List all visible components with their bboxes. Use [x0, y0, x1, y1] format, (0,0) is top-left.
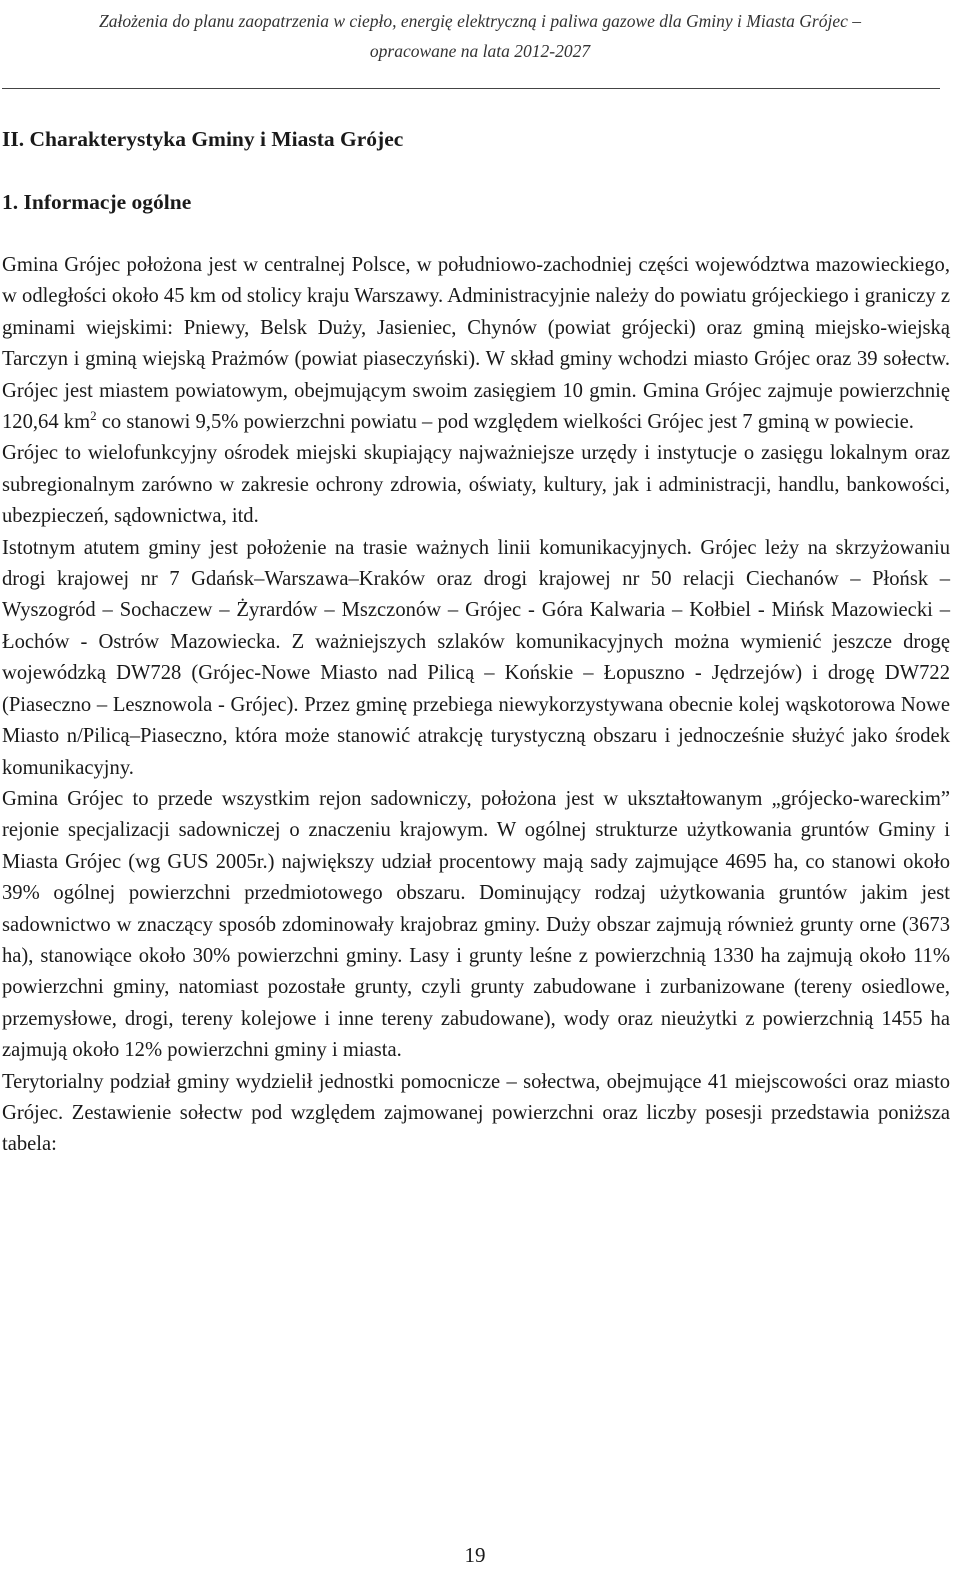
paragraph-location-text-end: co stanowi 9,5% powierzchni powiatu – pod względem wielkości Grójec jest 7 gminą w powiecie.: [96, 411, 914, 434]
paragraph-land-use: Gmina Grójec to przede wszystkim rejon sadowniczy, położona jest w ukształtowanym „grójecko-wareckim” rejonie specjalizacji sadowniczej o znaczeniu krajowym. W ogólnej strukturze użytkowania gruntów Gminy i Miasta Grójec (wg GUS 2005r.) największy udział procentowy mają sady zajmujące 4695 ha, co stanowi około 39% ogólnej powierzchni przedmiotowego obszaru. Dominujący rodzaj użytkowania gruntów jakim jest sadownictwo w znaczący sposób zdominowały krajobraz gminy. Duży obszar zajmują również grunty orne (3673 ha), stanowiące około 30% powierzchni gminy. Lasy i grunty leśne z powierzchnią 1330 ha zajmują około 11% powierzchni gminy, natomiast pozostałe grunty, czyli grunty zabudowane i zurbanizowane (tereny osiedlowe, przemysłowe, drogi, tereny kolejowe i inne tereny zabudowane), wody oraz nieużytki z powierzchnią 1455 ha zajmują około 12% powierzchni gminy i miasta.: [2, 787, 950, 1062]
paragraph-territorial-division: Terytorialny podział gminy wydzielił jednostki pomocnicze – sołectwa, obejmujące 41 miejscowości oraz miasto Grójec. Zestawienie sołectw pod względem zajmowanej powierzchni oraz liczby posesji przedstawia poniższa tabela:: [2, 1070, 950, 1156]
area-unit-superscript: 2: [90, 408, 97, 424]
running-header-line-1: Założenia do planu zaopatrzenia w ciepło, energię elektryczną i paliwa gazowe dla Gminy i Miasta Grójec –: [99, 11, 861, 31]
paragraph-functions: Grójec to wielofunkcyjny ośrodek miejski skupiający najważniejsze urzędy i instytucje o zasięgu lokalnym oraz subregionalnym zarówno w zakresie ochrony zdrowia, oświaty, kultury, jak i administracji, handlu, bankowości, ubezpieczeń, sądownictwa, itd.: [2, 442, 950, 528]
paragraph-transport: Istotnym atutem gminy jest położenie na trasie ważnych linii komunikacyjnych. Grójec leży na skrzyżowaniu drogi krajowej nr 7 Gdańsk–Warszawa–Kraków oraz drogi krajowej nr 50 relacji Ciechanów – Płońsk – Wyszogród – Sochaczew – Żyrardów – Mszczonów – Grójec - Góra Kalwaria – Kołbiel - Mińsk Mazowiecki – Łochów - Ostrów Mazowiecka. Z ważniejszych szlaków komunikacyjnych można wymienić jeszcze drogę wojewódzką DW728 (Grójec-Nowe Miasto nad Pilicą – Końskie – Łopuszno - Jędrzejów) i drogę DW722 (Piaseczno – Lesznowola - Grójec). Przez gminę przebiega niewykorzystywana obecnie kolej wąskotorowa Nowe Miasto n/Pilicą–Piaseczno, która może stanowić atrakcję turystyczną obszaru i jednocześnie służyć jako środek komunikacyjny.: [2, 536, 950, 779]
paragraph-location: [2, 250, 950, 438]
page-number: 19: [464, 1543, 486, 1567]
body-text: [2, 250, 950, 1161]
running-header-line-2: opracowane na lata 2012-2027: [369, 41, 591, 61]
paragraph-location-text: Gmina Grójec położona jest w centralnej Polsce, w południowo-zachodniej części województwa mazowieckiego, w odległości około 45 km od stolicy kraju Warszawy. Administracyjnie należy do powiatu grójeckiego i graniczy z gminami wiejskimi: Pniewy, Belsk Duży, Jasieniec, Chynów (powiat grójecki) oraz gminą miejsko-wiejską Tarczyn i gminą wiejską Prażmów (powiat piaseczyński). W skład gminy wchodzi miasto Grójec oraz 39 sołectw. Grójec jest miastem powiatowym, obejmującym swoim zasięgiem 10 gmin. Gmina Grójec zajmuje powierzchnię 120,64 km: [2, 254, 950, 434]
chapter-title: II. Charakterystyka Gminy i Miasta Grójec: [2, 127, 404, 151]
section-title: 1. Informacje ogólne: [2, 190, 192, 214]
running-header: [0, 6, 960, 66]
header-rule: [2, 88, 940, 89]
